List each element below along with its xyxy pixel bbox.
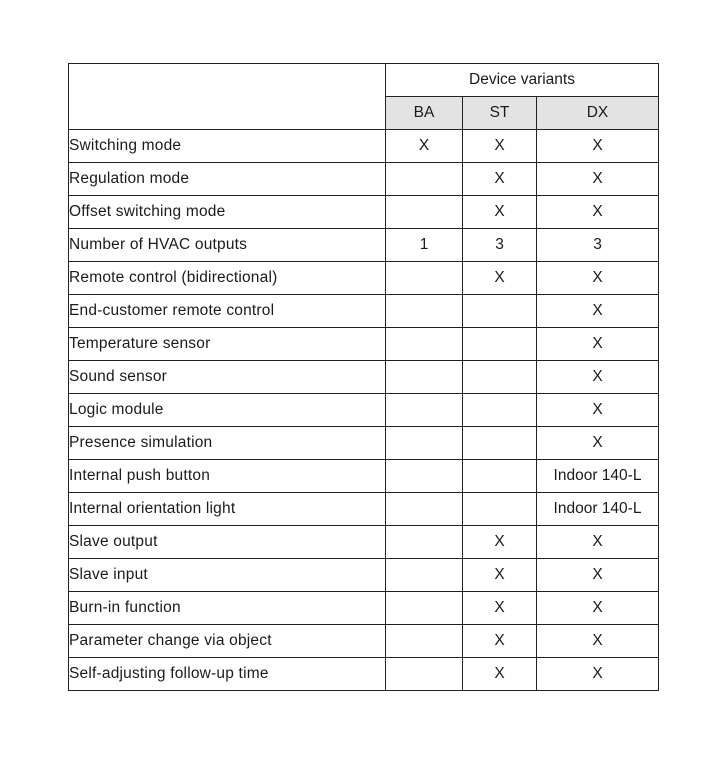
- ba-value: [386, 493, 463, 526]
- column-header-dx: DX: [537, 97, 659, 130]
- dx-value: X: [537, 196, 659, 229]
- ba-value: [386, 163, 463, 196]
- feature-label: Logic module: [69, 394, 386, 427]
- st-value: [463, 493, 537, 526]
- table-row: [69, 328, 659, 361]
- st-value: [463, 460, 537, 493]
- ba-value: [386, 427, 463, 460]
- ba-value: [386, 625, 463, 658]
- dx-value: X: [537, 361, 659, 394]
- feature-label: Number of HVAC outputs: [69, 229, 386, 262]
- dx-value: X: [537, 328, 659, 361]
- ba-value: X: [386, 130, 463, 163]
- table-row: [69, 394, 659, 427]
- feature-label: Sound sensor: [69, 361, 386, 394]
- table-row: [69, 460, 659, 493]
- table-row: [69, 625, 659, 658]
- ba-value: [386, 328, 463, 361]
- table-row: [69, 658, 659, 691]
- ba-value: [386, 394, 463, 427]
- st-value: [463, 295, 537, 328]
- ba-value: [386, 196, 463, 229]
- st-value: X: [463, 163, 537, 196]
- st-value: [463, 361, 537, 394]
- feature-label: Regulation mode: [69, 163, 386, 196]
- st-value: X: [463, 262, 537, 295]
- feature-label: Self-adjusting follow-up time: [69, 658, 386, 691]
- ba-value: [386, 361, 463, 394]
- feature-label: Offset switching mode: [69, 196, 386, 229]
- dx-value: 3: [537, 229, 659, 262]
- feature-label: Internal push button: [69, 460, 386, 493]
- table-row: [69, 262, 659, 295]
- feature-label: Presence simulation: [69, 427, 386, 460]
- column-header-st: ST: [463, 97, 537, 130]
- table-row: [69, 559, 659, 592]
- feature-label: Slave input: [69, 559, 386, 592]
- dx-value: Indoor 140-L: [537, 460, 659, 493]
- feature-label: Switching mode: [69, 130, 386, 163]
- table-row: [69, 361, 659, 394]
- feature-label: Slave output: [69, 526, 386, 559]
- device-variants-table: [68, 63, 659, 691]
- st-value: X: [463, 526, 537, 559]
- feature-label: Remote control (bidirectional): [69, 262, 386, 295]
- st-value: 3: [463, 229, 537, 262]
- dx-value: X: [537, 526, 659, 559]
- feature-label: Internal orientation light: [69, 493, 386, 526]
- table-row: [69, 130, 659, 163]
- table-row: [69, 295, 659, 328]
- table-row: [69, 493, 659, 526]
- column-header-ba: BA: [386, 97, 463, 130]
- dx-value: X: [537, 427, 659, 460]
- table-title-row: [69, 64, 659, 97]
- ba-value: 1: [386, 229, 463, 262]
- table-row: [69, 196, 659, 229]
- ba-value: [386, 559, 463, 592]
- st-value: [463, 394, 537, 427]
- dx-value: X: [537, 625, 659, 658]
- st-value: X: [463, 130, 537, 163]
- ba-value: [386, 295, 463, 328]
- ba-value: [386, 262, 463, 295]
- table-row: [69, 526, 659, 559]
- st-value: [463, 427, 537, 460]
- st-value: X: [463, 196, 537, 229]
- st-value: X: [463, 658, 537, 691]
- st-value: X: [463, 592, 537, 625]
- ba-value: [386, 526, 463, 559]
- table-row: [69, 427, 659, 460]
- table-row: [69, 229, 659, 262]
- feature-label: Burn-in function: [69, 592, 386, 625]
- dx-value: X: [537, 559, 659, 592]
- dx-value: X: [537, 262, 659, 295]
- ba-value: [386, 592, 463, 625]
- table-title: Device variants: [386, 64, 659, 97]
- dx-value: X: [537, 130, 659, 163]
- header-spacer: [69, 64, 386, 130]
- ba-value: [386, 658, 463, 691]
- st-value: X: [463, 625, 537, 658]
- feature-label: End-customer remote control: [69, 295, 386, 328]
- ba-value: [386, 460, 463, 493]
- dx-value: X: [537, 163, 659, 196]
- feature-label: Parameter change via object: [69, 625, 386, 658]
- dx-value: X: [537, 592, 659, 625]
- feature-label: Temperature sensor: [69, 328, 386, 361]
- st-value: [463, 328, 537, 361]
- dx-value: X: [537, 658, 659, 691]
- dx-value: X: [537, 295, 659, 328]
- table-row: [69, 592, 659, 625]
- table-row: [69, 163, 659, 196]
- dx-value: X: [537, 394, 659, 427]
- dx-value: Indoor 140-L: [537, 493, 659, 526]
- st-value: X: [463, 559, 537, 592]
